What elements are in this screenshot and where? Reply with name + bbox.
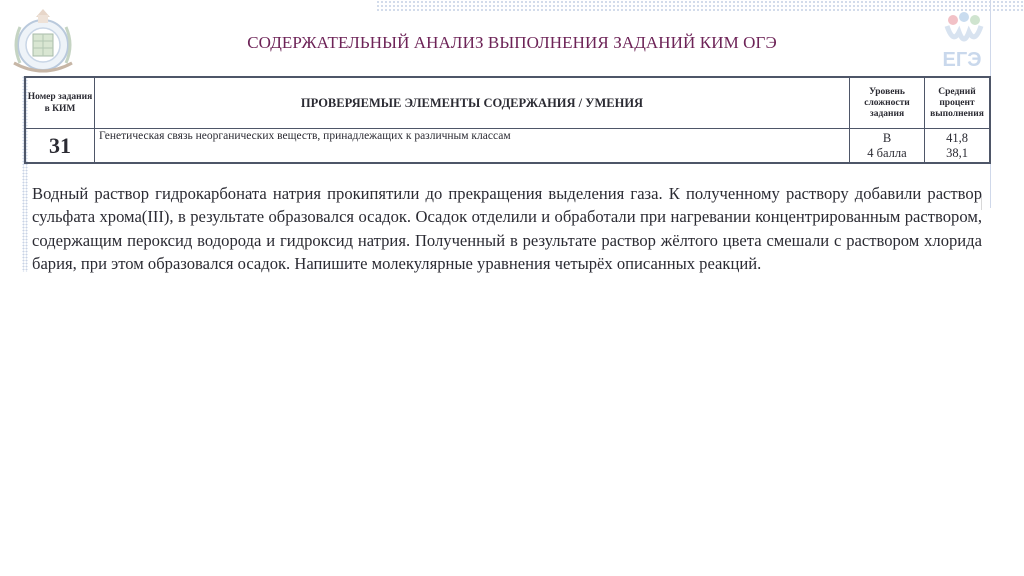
svg-text:ЕГЭ: ЕГЭ	[942, 49, 982, 71]
table-header-row	[25, 77, 990, 129]
task-description: Водный раствор гидрокарбоната натрия прокипятили до прекращения выделения газа. К полученному раствору добавили раствор сульфата хрома(III), в результате образовался осадок. Осадок отделили и обработали при нагревании концентрированным раствором, содержащим пероксид водорода и гидроксид натрия. Полученный в результате раствор жёлтого цвета смешали с раствором хлорида бария, при этом образовался осадок. Напишите молекулярные уравнения четырёх описанных реакций.	[32, 184, 982, 273]
difficulty-cell	[850, 129, 925, 164]
decorative-dots-top	[376, 0, 1024, 13]
average-percent-2: 38,1	[946, 145, 968, 160]
page-title: СОДЕРЖАТЕЛЬНЫЙ АНАЛИЗ ВЫПОЛНЕНИЯ ЗАДАНИЙ КИМ ОГЭ	[247, 33, 777, 52]
header-difficulty: Уровень сложности задания	[850, 77, 925, 129]
table-row	[25, 129, 990, 164]
task-number: 31	[25, 129, 95, 164]
content-element: Генетическая связь неорганических веществ, принадлежащих к различным классам	[95, 129, 850, 164]
average-cell	[925, 129, 991, 164]
points: 4 балла	[867, 145, 907, 160]
header-elements: ПРОВЕРЯЕМЫЕ ЭЛЕМЕНТЫ СОДЕРЖАНИЯ / УМЕНИЯ	[95, 77, 850, 129]
difficulty-level: В	[882, 130, 892, 145]
header-average: Средний процент выполнения	[925, 77, 991, 129]
average-percent-1: 41,8	[946, 130, 968, 145]
content-table	[24, 76, 991, 164]
header-task-number: Номер задания в КИМ	[25, 77, 95, 129]
